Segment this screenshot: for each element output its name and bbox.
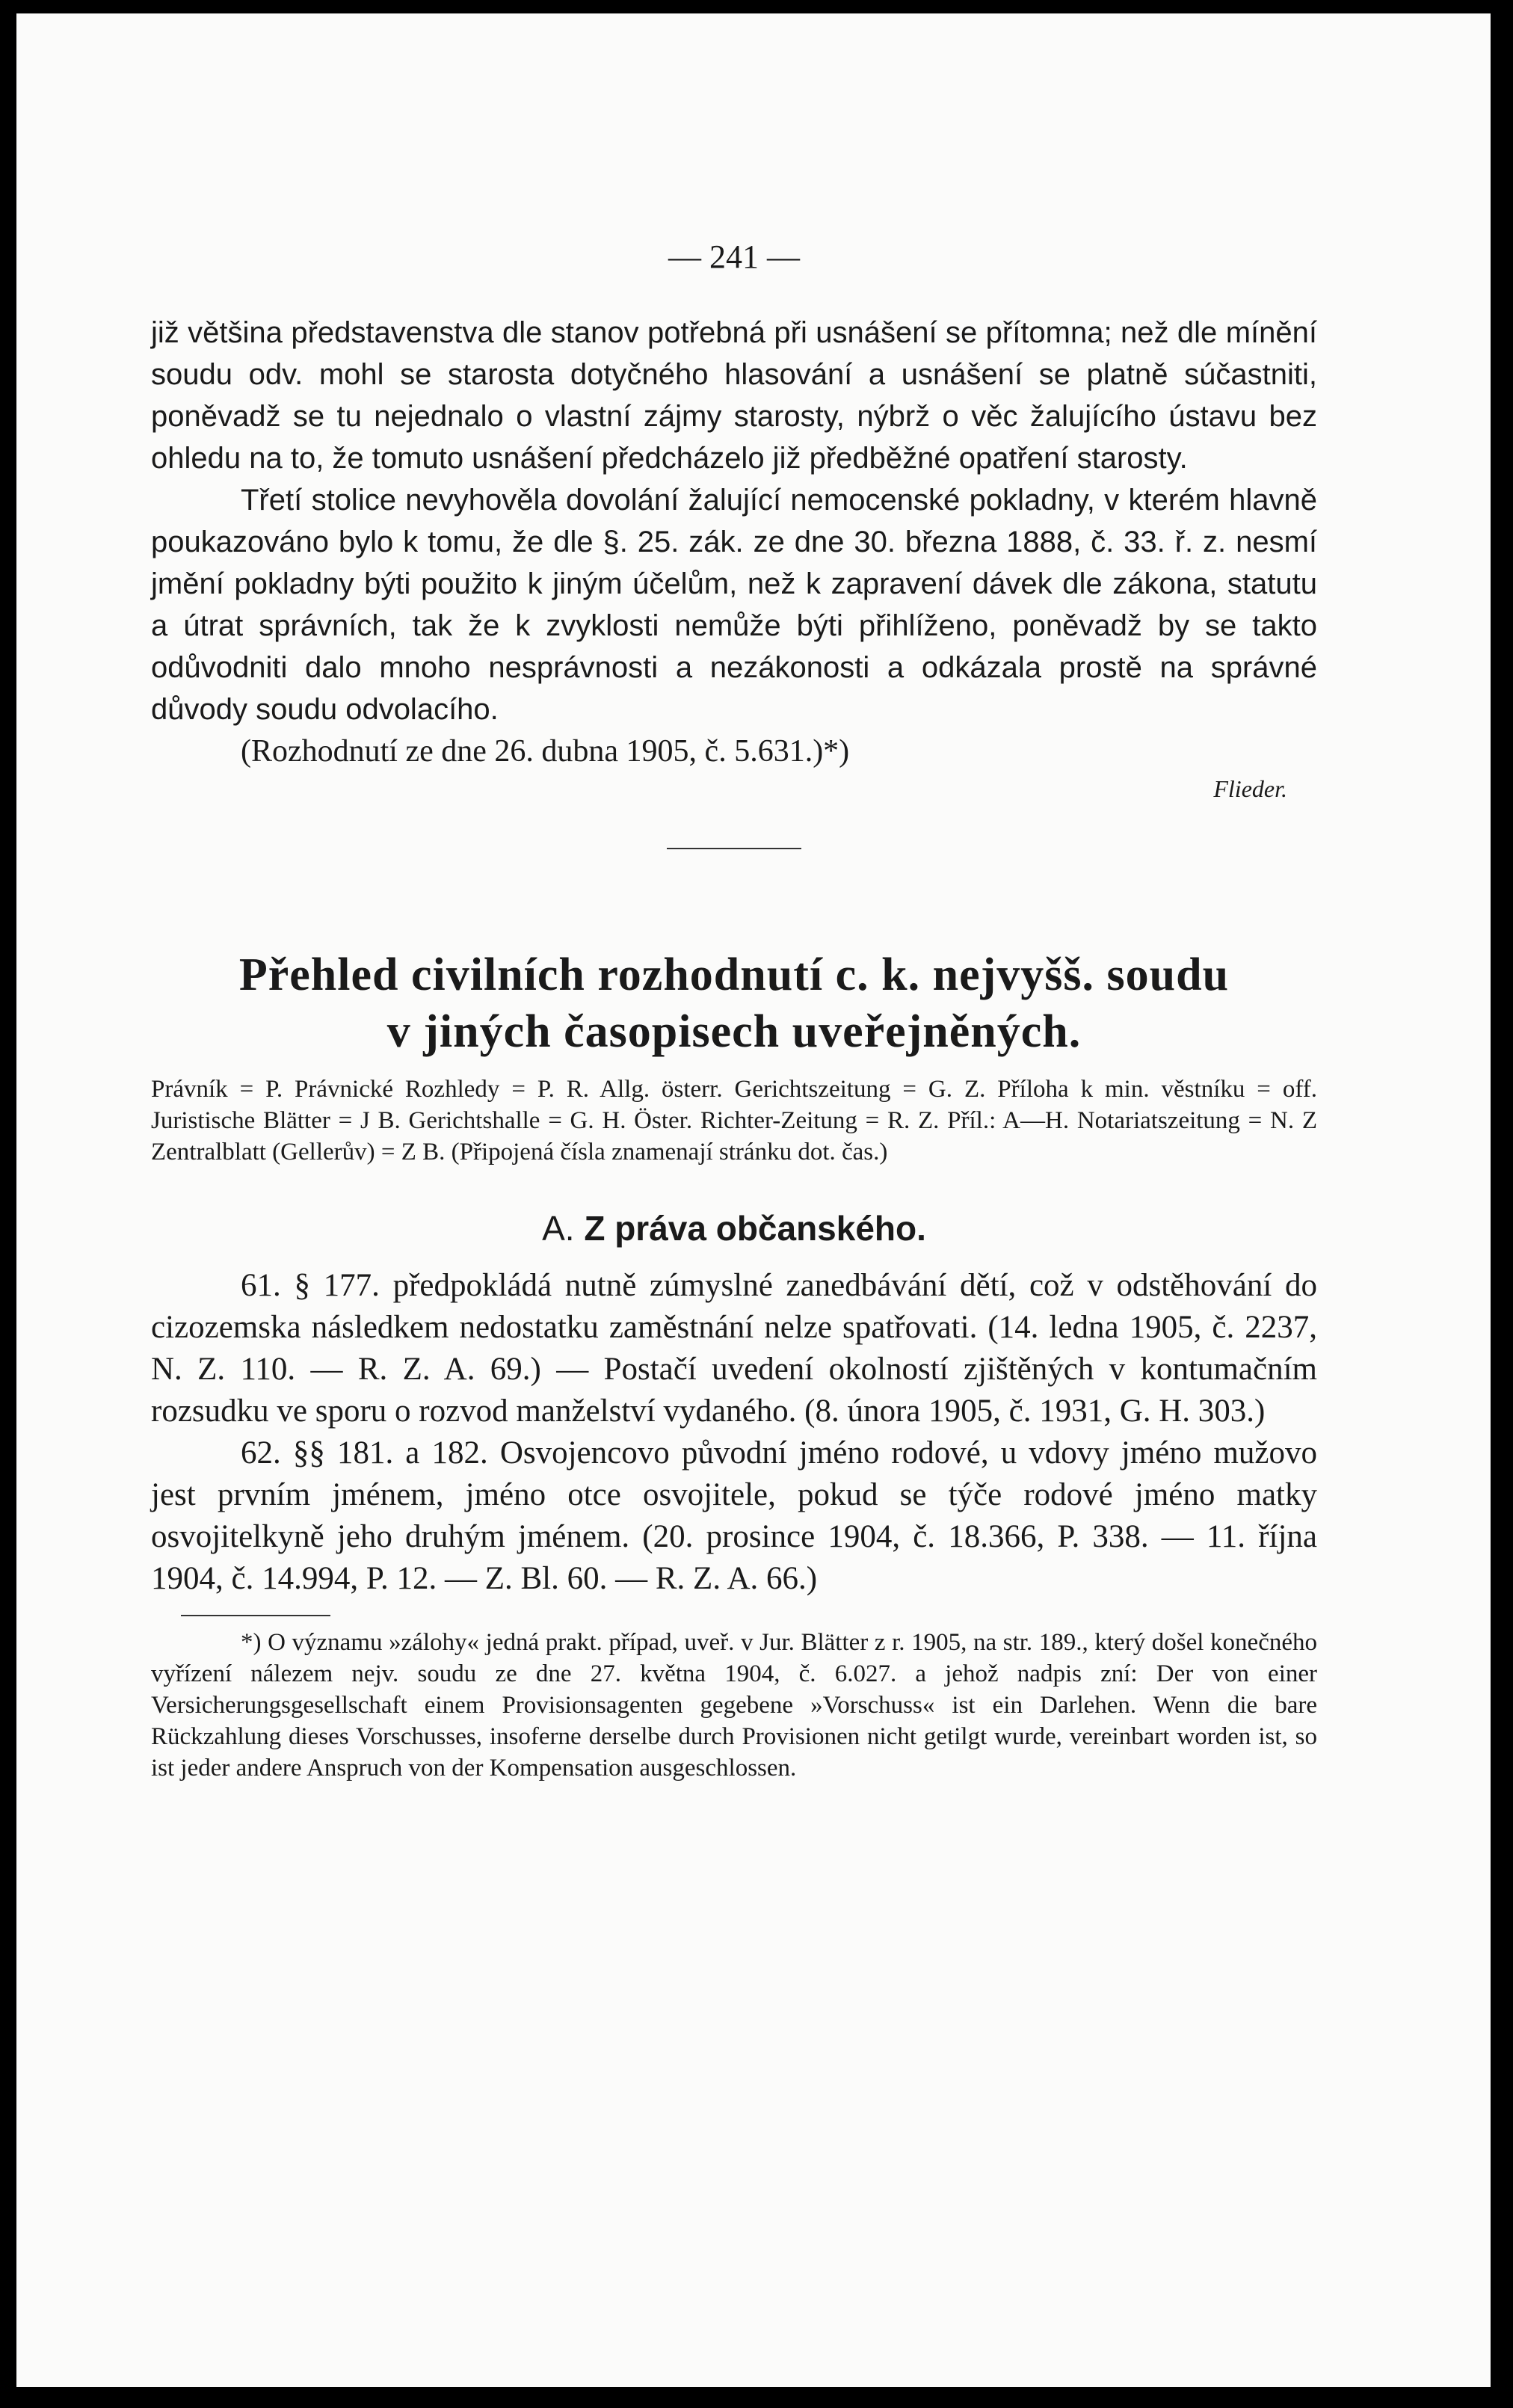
section-title-line-1: Přehled civilních rozhodnutí c. k. nejvyšš. soudu: [238, 949, 1230, 1000]
divider-rule: [667, 848, 801, 849]
entry-61: 61. § 177. předpokládá nutně zúmyslné zanedbávání dětí, což v odstěhování do cizozemska následkem nedostatku zaměstnání nelze spatřovati. (14. ledna 1905, č. 2237, N. Z. 110. — R. Z. A. 69.) — Postačí uvedení okolností zjištěných v kontumačním rozsudku ve sporu o rozvod manželství vydaného. (8. února 1905, č. 1931, G. H. 303.): [151, 1268, 1317, 1429]
footnote: *) O významu »zálohy« jedná prakt. případ, uveř. v Jur. Blätter z r. 1905, na str. 189., který došel konečného vyřízení nálezem nejv. soudu ze dne 27. května 1904, č. 6.027. a jehož nadpis zní: Der von einer Versicherungsgesellschaft einem Provisionsagenten gegebene »Vorschuss« ist ein Darlehen. Wenn die bare Rückzahlung dieses Vorschusses, insoferne derselbe durch Provisionen nicht getilgt wurde, vereinbart worden ist, so ist jeder andere Anspruch von der Kompensation ausgeschlossen.: [151, 1629, 1317, 1782]
page-number: — 241 —: [668, 238, 800, 275]
decision-citation: (Rozhodnutí ze dne 26. dubna 1905, č. 5.631.)*): [241, 734, 850, 769]
section-title: [151, 946, 1317, 1060]
subsection-letter: A.: [542, 1209, 575, 1248]
paragraph-third-instance: Třetí stolice nevyhověla dovolání žalující nemocenské pokladny, v kterém hlavně poukazováno bylo k tomu, že dle §. 25. zák. ze dne 30. března 1888, č. 33. ř. z. nesmí jmění pokladny býti použito k jiným účelům, než k zapravení dávek dle zákona, statutu a útrat správních, tak že k zvyklosti nemůže býti přihlíženo, poněvadž by se takto odůvodniti dalo mnoho nesprávnosti a nezákonosti a odkázala prostě na správné důvody soudu odvolacího.: [151, 484, 1317, 726]
subsection-title: Z práva občanského.: [584, 1209, 926, 1248]
footnote-rule: [181, 1615, 330, 1616]
subsection-heading: [151, 1208, 1317, 1248]
entry-62: 62. §§ 181. a 182. Osvojencovo původní jméno rodové, u vdovy jméno mužovo jest prvním jménem, jméno otce osvojitele, pokud se týče rodové jméno matky osvojitelkyně jeho druhým jménem. (20. prosince 1904, č. 18.366, P. 338. — 11. října 1904, č. 14.994, P. 12. — Z. Bl. 60. — R. Z. A. 66.): [151, 1435, 1317, 1596]
section-title-line-2: v jiných časopisech uveřejněných.: [386, 1006, 1082, 1057]
abbreviations-legend: Právník = P. Právnické Rozhledy = P. R. Allg. österr. Gerichtszeitung = G. Z. Příloha k min. věstníku = off. Juristische Blätter = J B. Gerichtshalle = G. H. Öster. Richter-Zeitung = R. Z. Příl.: A—H. Notariatszeitung = N. Z Zentralblatt (Gellerův) = Z B. (Připojená čísla znamenají stránku dot. čas.): [151, 1076, 1317, 1165]
author-signature: Flieder.: [1213, 775, 1287, 802]
page-content: [151, 238, 1317, 1784]
page: [16, 13, 1491, 2387]
paragraph-continuation: již většina představenstva dle stanov potřebná při usnášení se přítomna; než dle mínění soudu odv. mohl se starosta dotyčného hlasování a usnášení se platně súčastniti, poněvadž se tu nejednalo o vlastní zájmy starosty, nýbrž o věc žalujícího ústavu bez ohledu na to, že tomuto usnášení předcházelo již předběžné opatření starosty.: [151, 316, 1317, 475]
